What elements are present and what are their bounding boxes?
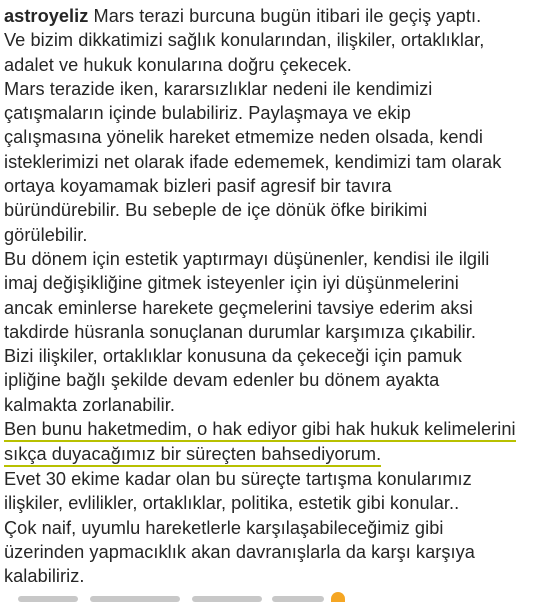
caption-line-11: Bu dönem için estetik yaptırmayı düşünenler, kendisi ile ilgili — [4, 248, 490, 269]
caption-line-21: ilişkiler, evlilikler, ortaklıklar, politika, estetik gibi konular.. — [4, 493, 460, 514]
caption-line-19 — [4, 442, 549, 467]
caption-line-20: Evet 30 ekime kadar olan bu süreçte tartışma konularımız — [4, 469, 472, 490]
caption-line-3: adalet ve hukuk konularına doğru çekecek. — [4, 54, 352, 75]
caption-line-5: çatışmaların içinde bulabiliriz. Paylaşmaya ve ekip — [4, 103, 411, 124]
post-caption — [4, 4, 549, 589]
caption-line-1 — [4, 4, 549, 28]
cropped-text-fragment — [90, 596, 180, 602]
username-link[interactable]: astroyeliz — [4, 6, 89, 26]
caption-line-7: isteklerimizi net olarak ifade edememek, kendimizi tam olarak — [4, 151, 502, 172]
caption-line-8: ortaya koyamamak bizleri pasif agresif bir tavıra — [4, 176, 392, 197]
caption-line-23: üzerinden yapmacıklık akan davranışlarla da karşı karşıya — [4, 541, 475, 562]
caption-line-22: Çok naif, uyumlu hareketlerle karşılaşabileceğimiz gibi — [4, 517, 444, 538]
caption-line-16: ipliğine bağlı şekilde devam edenler bu dönem ayakta — [4, 370, 440, 391]
emoji-icon — [331, 592, 345, 602]
cropped-text-fragment — [192, 596, 262, 602]
caption-text: Mars terazi burcuna bugün itibari ile geçiş yaptı. — [93, 6, 482, 26]
caption-line-4: Mars terazide iken, kararsızlıklar nedeni ile kendimizi — [4, 78, 433, 99]
cropped-text-fragment — [18, 596, 78, 602]
highlighted-text: Ben bunu haketmedim, o hak ediyor gibi hak hukuk kelimelerini — [4, 418, 516, 442]
caption-line-13: ancak eminlerse harekete geçmelerini tavsiye ederim aksi — [4, 297, 473, 318]
caption-line-17: kalmakta zorlanabilir. — [4, 394, 175, 415]
cropped-text-fragment — [272, 596, 324, 602]
caption-line-12: imaj değişikliğine gitmek isteyenler için iyi düşünmelerini — [4, 273, 459, 294]
caption-line-10: görülebilir. — [4, 224, 88, 245]
highlighted-text: sıkça duyacağımız bir süreçten bahsediyorum. — [4, 443, 381, 467]
caption-line-18 — [4, 417, 549, 442]
caption-line-15: Bizi ilişkiler, ortaklıklar konusuna da çekeceği için pamuk — [4, 346, 462, 367]
caption-line-24: kalabiliriz. — [4, 566, 85, 587]
caption-line-9: büründürebilir. Bu sebeple de içe dönük öfke birikimi — [4, 200, 428, 221]
caption-line-6: çalışmasına yönelik hareket etmemize neden olsada, kendi — [4, 127, 483, 148]
caption-line-14: takdirde hüsranla sonuçlanan durumlar karşımıza çıkabilir. — [4, 321, 476, 342]
caption-line-2: Ve bizim dikkatimizi sağlık konularından, ilişkiler, ortaklıklar, — [4, 30, 485, 51]
